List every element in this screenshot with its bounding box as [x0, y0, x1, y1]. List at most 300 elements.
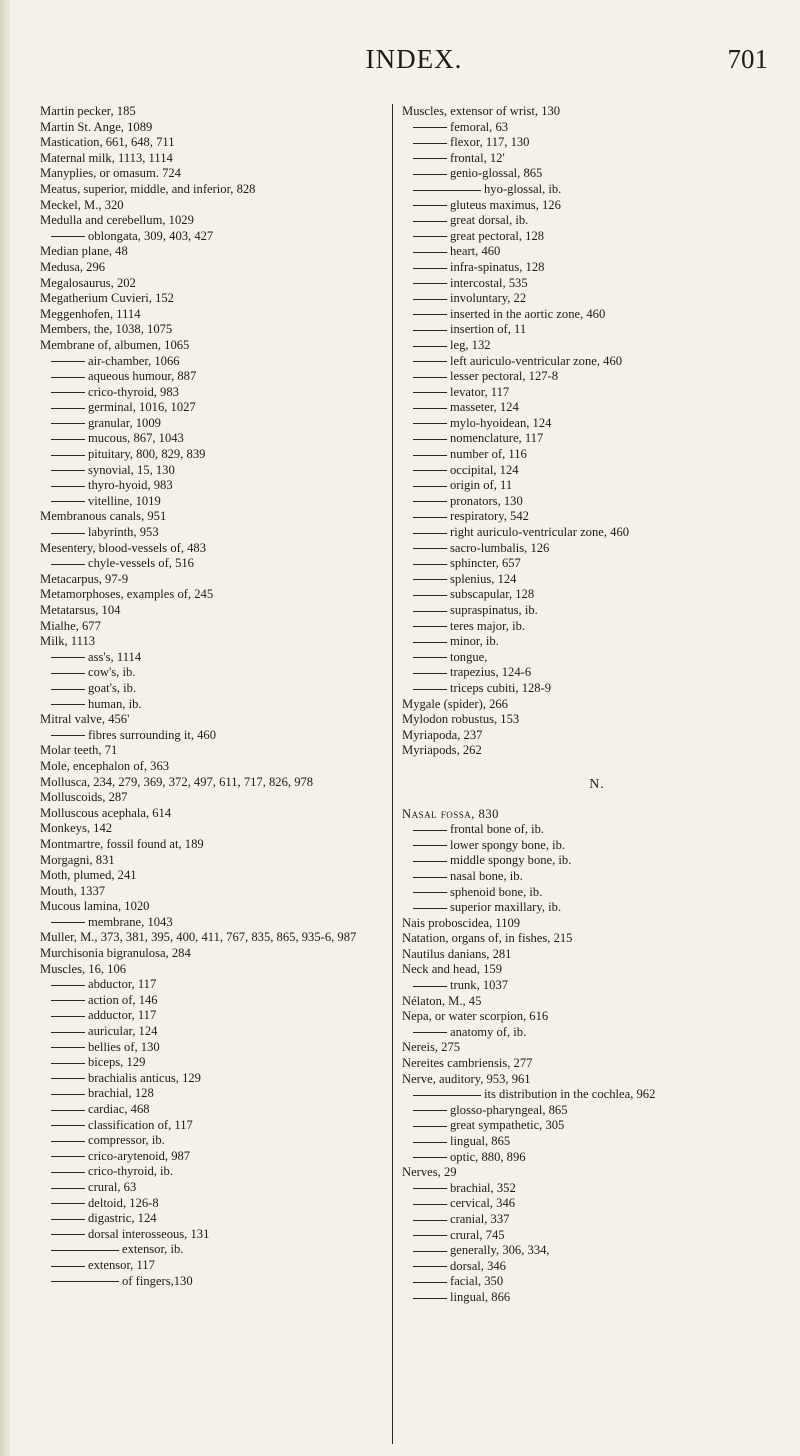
index-entry-text: optic, 880, 896	[450, 1149, 526, 1164]
ditto-rule	[413, 470, 447, 471]
index-subentry	[402, 1181, 792, 1197]
ditto-rule	[51, 1156, 85, 1157]
index-entry-text: Manyplies, or omasum. 724	[40, 166, 181, 181]
index-entry-text: Metamorphoses, examples of, 245	[40, 587, 214, 602]
index-entry-text: glosso-pharyngeal, 865	[450, 1102, 568, 1117]
ditto-rule	[413, 439, 447, 440]
ditto-rule	[413, 158, 447, 159]
index-entry-text: Membrane of, albumen, 1065	[40, 337, 190, 352]
index-subentry	[40, 1055, 388, 1071]
index-entry-text: lower spongy bone, ib.	[450, 837, 566, 852]
index-subentry	[402, 151, 792, 167]
index-subentry	[40, 977, 388, 993]
index-entry-text: Myriapods, 262	[402, 743, 482, 758]
ditto-rule	[413, 252, 447, 253]
index-entry-text: brachial, 128	[88, 1086, 154, 1101]
ditto-rule	[413, 143, 447, 144]
index-entry	[402, 916, 792, 932]
index-subentry	[402, 354, 792, 370]
ditto-rule	[413, 877, 447, 878]
index-entry-text: brachial, 352	[450, 1180, 516, 1195]
ditto-rule	[51, 704, 85, 705]
index-entry-text: Mole, encephalon of, 363	[40, 758, 170, 773]
index-entry-text: Members, the, 1038, 1075	[40, 322, 173, 337]
index-subentry	[402, 572, 792, 588]
index-entry	[40, 853, 388, 869]
index-entry	[402, 1165, 792, 1181]
index-entry-text: Molluscoids, 287	[40, 790, 128, 805]
ditto-rule	[51, 408, 85, 409]
ditto-rule	[51, 735, 85, 736]
index-entry-text: crico-thyroid, 983	[88, 384, 179, 399]
index-subentry	[402, 1274, 792, 1290]
index-entry-text: Mollusca, 234, 279, 369, 372, 497, 611, 717, 826, 978	[40, 774, 314, 789]
ditto-rule	[51, 1188, 85, 1189]
index-entry	[40, 291, 388, 307]
ditto-rule	[413, 517, 447, 518]
index-entry	[402, 994, 792, 1010]
ditto-rule	[51, 1063, 85, 1064]
ditto-rule	[51, 501, 85, 502]
index-entry-text: mucous, 867, 1043	[88, 431, 184, 446]
index-entry-text: Mastication, 661, 648, 711	[40, 135, 175, 150]
index-subentry	[402, 260, 792, 276]
index-entry-text: dorsal interosseous, 131	[88, 1226, 210, 1241]
index-entry	[402, 104, 792, 120]
index-entry-text: Megatherium Cuvieri, 152	[40, 291, 174, 306]
index-entry-text: levator, 117	[450, 384, 510, 399]
ditto-rule	[413, 455, 447, 456]
index-subentry	[402, 681, 792, 697]
ditto-rule	[413, 205, 447, 206]
index-entry	[40, 806, 388, 822]
ditto-rule	[51, 1250, 119, 1251]
index-subentry	[40, 915, 388, 931]
index-entry	[40, 198, 388, 214]
ditto-rule	[413, 1282, 447, 1283]
index-subentry	[402, 1150, 792, 1166]
ditto-rule	[51, 1266, 85, 1267]
index-entry	[402, 962, 792, 978]
index-entry-text: germinal, 1016, 1027	[88, 400, 196, 415]
index-entry-text: Mesentery, blood-vessels of, 483	[40, 540, 207, 555]
index-entry-text: teres major, ib.	[450, 618, 526, 633]
index-entry-text: Nerve, auditory, 953, 961	[402, 1071, 531, 1086]
ditto-rule	[413, 314, 447, 315]
index-entry	[40, 541, 388, 557]
ditto-rule	[51, 377, 85, 378]
index-entry-text: Moth, plumed, 241	[40, 868, 137, 883]
ditto-rule	[413, 299, 447, 300]
ditto-rule	[413, 845, 447, 846]
index-entry	[40, 634, 388, 650]
ditto-rule	[51, 470, 85, 471]
index-entry-text: femoral, 63	[450, 119, 509, 134]
index-entry-text: frontal, 12'	[450, 150, 505, 165]
index-entry	[402, 697, 792, 713]
index-entry-text: digastric, 124	[88, 1211, 157, 1226]
index-subentry	[402, 1118, 792, 1134]
index-subentry	[40, 1180, 388, 1196]
ditto-rule	[51, 673, 85, 674]
index-entry-text: Neck and head, 159	[402, 962, 503, 977]
ditto-rule	[413, 626, 447, 627]
ditto-rule	[413, 579, 447, 580]
ditto-rule	[51, 1203, 85, 1204]
index-entry-text: respiratory, 542	[450, 509, 529, 524]
index-entry-text: crural, 63	[88, 1179, 137, 1194]
index-entry	[40, 166, 388, 182]
index-entry-text: of fingers,130	[122, 1273, 193, 1288]
index-entry-text: auricular, 124	[88, 1024, 158, 1039]
index-entry-text: left auriculo-ventricular zone, 460	[450, 353, 623, 368]
index-subentry	[40, 354, 388, 370]
index-entry-text: Mialhe, 677	[40, 618, 101, 633]
ditto-rule	[51, 455, 85, 456]
index-entry-text: granular, 1009	[88, 415, 161, 430]
ditto-rule	[51, 236, 85, 237]
index-entry-text: oblongata, 309, 403, 427	[88, 228, 214, 243]
ditto-rule	[51, 1281, 119, 1282]
index-subentry	[402, 1134, 792, 1150]
ditto-rule	[413, 1188, 447, 1189]
index-entry-text: crico-arytenoid, 987	[88, 1148, 191, 1163]
ditto-rule	[51, 1125, 85, 1126]
index-entry-text: fibres surrounding it, 460	[88, 727, 217, 742]
index-subentry	[402, 198, 792, 214]
ditto-rule	[413, 486, 447, 487]
ditto-rule	[51, 439, 85, 440]
index-entry-text: Medusa, 296	[40, 259, 106, 274]
index-entry	[40, 790, 388, 806]
ditto-rule	[413, 986, 447, 987]
ditto-rule	[413, 657, 447, 658]
index-subentry	[40, 993, 388, 1009]
index-entry-text: Murchisonia bigranulosa, 284	[40, 946, 191, 961]
index-subentry	[402, 853, 792, 869]
ditto-rule	[413, 1298, 447, 1299]
index-entry-text: frontal bone of, ib.	[450, 822, 545, 837]
ditto-rule	[413, 1251, 447, 1252]
index-entry-text: air-chamber, 1066	[88, 353, 180, 368]
index-entry-text: inserted in the aortic zone, 460	[450, 306, 606, 321]
index-entry	[402, 1072, 792, 1088]
index-entry	[40, 135, 388, 151]
index-subentry	[40, 1258, 388, 1274]
index-entry	[402, 1056, 792, 1072]
index-entry-text: extensor, ib.	[122, 1242, 184, 1257]
index-entry-text: Nautilus danians, 281	[402, 946, 512, 961]
index-subentry	[40, 697, 388, 713]
index-entry-text: extensor, 117	[88, 1257, 155, 1272]
index-entry	[40, 322, 388, 338]
index-entry-text: great pectoral, 128	[450, 228, 545, 243]
index-entry-text: pituitary, 800, 829, 839	[88, 447, 206, 462]
index-entry-text: hyo-glossal, ib.	[484, 181, 562, 196]
index-entry-text: nasal bone, ib.	[450, 868, 523, 883]
section-letter-n: N.	[589, 776, 605, 792]
index-entry-text: crural, 745	[450, 1227, 505, 1242]
ditto-rule	[413, 127, 447, 128]
index-entry-text: adductor, 117	[88, 1008, 157, 1023]
index-subentry	[402, 416, 792, 432]
index-subentry	[402, 338, 792, 354]
index-entry-text: Myriapoda, 237	[402, 727, 483, 742]
index-entry-text: Medulla and cerebellum, 1029	[40, 213, 194, 228]
index-entry	[40, 307, 388, 323]
index-subentry	[402, 463, 792, 479]
index-entry-text: aqueous humour, 887	[88, 369, 197, 384]
ditto-rule	[413, 283, 447, 284]
index-entry-text: Muller, M., 373, 381, 395, 400, 411, 767, 835, 865, 935-6, 987	[40, 930, 357, 945]
index-entry-text: great dorsal, ib.	[450, 213, 529, 228]
index-subentry	[402, 1243, 792, 1259]
index-entry	[40, 509, 388, 525]
index-subentry	[40, 650, 388, 666]
ditto-rule	[51, 1047, 85, 1048]
index-subentry	[40, 463, 388, 479]
index-entry-text: sphincter, 657	[450, 556, 521, 571]
index-entry	[40, 244, 388, 260]
ditto-rule	[413, 1095, 481, 1096]
index-entry	[40, 821, 388, 837]
index-subentry	[402, 1259, 792, 1275]
index-entry	[40, 276, 388, 292]
index-column-right	[392, 104, 792, 1444]
ditto-rule	[413, 174, 447, 175]
index-entry	[40, 587, 388, 603]
index-entry-text: Metatarsus, 104	[40, 603, 121, 617]
index-entry-text: Molluscous acephala, 614	[40, 805, 172, 820]
index-entry-text: Membranous canals, 951	[40, 509, 167, 524]
ditto-rule	[413, 1204, 447, 1205]
page-edge-shadow	[0, 0, 10, 1456]
index-entry-text: middle spongy bone, ib.	[450, 853, 572, 868]
index-entry-text: thyro-hyoid, 983	[88, 478, 173, 493]
index-entry-text: supraspinatus, ib.	[450, 603, 538, 617]
page-number: 701	[727, 44, 768, 74]
ditto-rule	[51, 1172, 85, 1173]
index-entry	[40, 946, 388, 962]
index-entry-text: nomenclature, 117	[450, 431, 544, 446]
index-entry	[40, 930, 388, 946]
index-entry-text: action of, 146	[88, 992, 158, 1007]
index-entry	[40, 151, 388, 167]
ditto-rule	[51, 922, 85, 923]
index-entry-text: splenius, 124	[450, 571, 517, 586]
ditto-rule	[51, 423, 85, 424]
index-entry	[40, 868, 388, 884]
index-entry-text: Nais proboscidea, 1109	[402, 915, 521, 930]
ditto-rule	[51, 1141, 85, 1142]
index-entry-text: trapezius, 124-6	[450, 665, 532, 680]
index-subentry	[40, 1008, 388, 1024]
index-entry	[40, 338, 388, 354]
index-entry-text: number of, 116	[450, 447, 527, 462]
ditto-rule	[413, 346, 447, 347]
index-entry	[40, 743, 388, 759]
index-entry	[40, 603, 388, 619]
ditto-rule	[413, 392, 447, 393]
index-entry-text: Muscles, extensor of wrist, 130	[402, 104, 561, 118]
index-subentry	[402, 619, 792, 635]
index-subentry	[402, 978, 792, 994]
index-entry-text: Monkeys, 142	[40, 821, 113, 836]
index-entry-text: pronators, 130	[450, 493, 523, 508]
index-subentry	[402, 322, 792, 338]
index-entry-text: Muscles, 16, 106	[40, 961, 127, 976]
index-entry	[402, 947, 792, 963]
index-entry-text: abductor, 117	[88, 977, 157, 992]
index-entry	[40, 104, 388, 120]
index-entry	[402, 728, 792, 744]
index-subentry	[402, 603, 792, 619]
index-section-n	[402, 807, 792, 1306]
index-entry-text: heart, 460	[450, 244, 501, 259]
index-entry-text: sphenoid bone, ib.	[450, 884, 543, 899]
index-entry-text: Nepa, or water scorpion, 616	[402, 1009, 549, 1024]
index-entry-text: involuntary, 22	[450, 291, 527, 306]
index-subentry	[40, 1040, 388, 1056]
index-entry-text: Metacarpus, 97-9	[40, 571, 129, 586]
index-entry-text: subscapular, 128	[450, 587, 535, 602]
index-entry-text: gluteus maximus, 126	[450, 197, 561, 212]
index-entry	[40, 759, 388, 775]
ditto-rule	[51, 657, 85, 658]
index-entry-text: bellies of, 130	[88, 1039, 160, 1054]
index-subentry	[402, 120, 792, 136]
ditto-rule	[51, 1000, 85, 1001]
index-subentry	[402, 885, 792, 901]
index-entry-text: dorsal, 346	[450, 1258, 506, 1273]
ditto-rule	[51, 1016, 85, 1017]
index-subentry	[40, 431, 388, 447]
index-entry-text: Nasal fossa, 830	[402, 806, 499, 821]
index-entry-text: human, ib.	[88, 696, 142, 711]
index-entry-text: trunk, 1037	[450, 978, 509, 993]
index-entry-text: Mucous lamina, 1020	[40, 899, 150, 914]
index-subentry	[402, 494, 792, 510]
index-subentry	[40, 385, 388, 401]
index-subentry	[402, 541, 792, 557]
index-entry-text: Natation, organs of, in fishes, 215	[402, 931, 573, 946]
index-subentry	[402, 900, 792, 916]
index-entry-text: membrane, 1043	[88, 914, 173, 929]
index-entry-text: vitelline, 1019	[88, 493, 161, 508]
ditto-rule	[413, 423, 447, 424]
index-column-left	[40, 104, 388, 1289]
index-entry-text: Median plane, 48	[40, 244, 128, 259]
ditto-rule	[413, 236, 447, 237]
ditto-rule	[51, 1110, 85, 1111]
index-subentry	[402, 838, 792, 854]
ditto-rule	[413, 330, 447, 331]
index-entry-text: Mygale (spider), 266	[402, 696, 508, 711]
index-entry	[402, 1040, 792, 1056]
ditto-rule	[413, 268, 447, 269]
index-entry-text: synovial, 15, 130	[88, 462, 175, 477]
index-entry	[402, 1009, 792, 1025]
index-entry-text: cervical, 346	[450, 1196, 516, 1211]
index-entry-text: Milk, 1113	[40, 634, 96, 649]
index-entry-text: goat's, ib.	[88, 680, 137, 695]
index-entry	[40, 213, 388, 229]
index-entry-text: Maternal milk, 1113, 1114	[40, 150, 173, 165]
index-entry-text: sacro-lumbalis, 126	[450, 540, 550, 555]
index-entry-text: genio-glossal, 865	[450, 166, 543, 181]
index-subentry	[402, 276, 792, 292]
ditto-rule	[413, 1142, 447, 1143]
index-entry-text: Meggenhofen, 1114	[40, 306, 141, 321]
index-entry-text: chyle-vessels of, 516	[88, 556, 194, 571]
ditto-rule	[413, 533, 447, 534]
ditto-rule	[413, 861, 447, 862]
index-entry-text: flexor, 117, 130	[450, 135, 530, 150]
index-subentry	[402, 166, 792, 182]
index-subentry	[40, 1118, 388, 1134]
index-entry-text: Morgagni, 831	[40, 852, 115, 867]
index-subentry	[40, 1102, 388, 1118]
index-entry-text: Mylodon robustus, 153	[402, 712, 520, 727]
ditto-rule	[51, 392, 85, 393]
page-title: INDEX.	[365, 44, 463, 74]
ditto-rule	[51, 1078, 85, 1079]
index-subentry	[40, 728, 388, 744]
ditto-rule	[413, 548, 447, 549]
index-entry-text: triceps cubiti, 128-9	[450, 680, 552, 695]
index-entry-text: Megalosaurus, 202	[40, 275, 136, 290]
ditto-rule	[413, 611, 447, 612]
index-subentry	[40, 556, 388, 572]
index-entry	[40, 260, 388, 276]
index-entry-text: anatomy of, ib.	[450, 1024, 527, 1039]
ditto-rule	[413, 1157, 447, 1158]
ditto-rule	[413, 1126, 447, 1127]
index-entry-text: Nereites cambriensis, 277	[402, 1056, 533, 1071]
index-entry-text: lesser pectoral, 127-8	[450, 369, 559, 384]
index-subentry	[402, 182, 792, 198]
ditto-rule	[51, 1094, 85, 1095]
ditto-rule	[413, 595, 447, 596]
ditto-rule	[51, 533, 85, 534]
index-entry-text: generally, 306, 334,	[450, 1243, 550, 1258]
index-subentry	[402, 369, 792, 385]
running-head	[60, 44, 768, 78]
index-entry-text: Molar teeth, 71	[40, 743, 118, 758]
index-section-m-continued	[402, 104, 792, 759]
index-subentry	[40, 1071, 388, 1087]
ditto-rule	[51, 1219, 85, 1220]
index-subentry	[402, 229, 792, 245]
index-subentry	[40, 369, 388, 385]
index-entry-text: origin of, 11	[450, 478, 513, 493]
index-entry	[402, 931, 792, 947]
index-entry-text: facial, 350	[450, 1274, 504, 1289]
index-subentry	[40, 1227, 388, 1243]
index-subentry	[40, 400, 388, 416]
index-entry	[40, 837, 388, 853]
index-entry-text: crico-thyroid, ib.	[88, 1164, 173, 1179]
index-entry	[40, 899, 388, 915]
index-subentry	[402, 1087, 792, 1103]
index-entry-text: cow's, ib.	[88, 665, 136, 680]
index-entry-text: labyrinth, 953	[88, 525, 159, 540]
index-subentry	[402, 431, 792, 447]
index-entry	[40, 884, 388, 900]
index-subentry	[40, 1164, 388, 1180]
index-subentry	[402, 869, 792, 885]
ditto-rule	[413, 1110, 447, 1111]
